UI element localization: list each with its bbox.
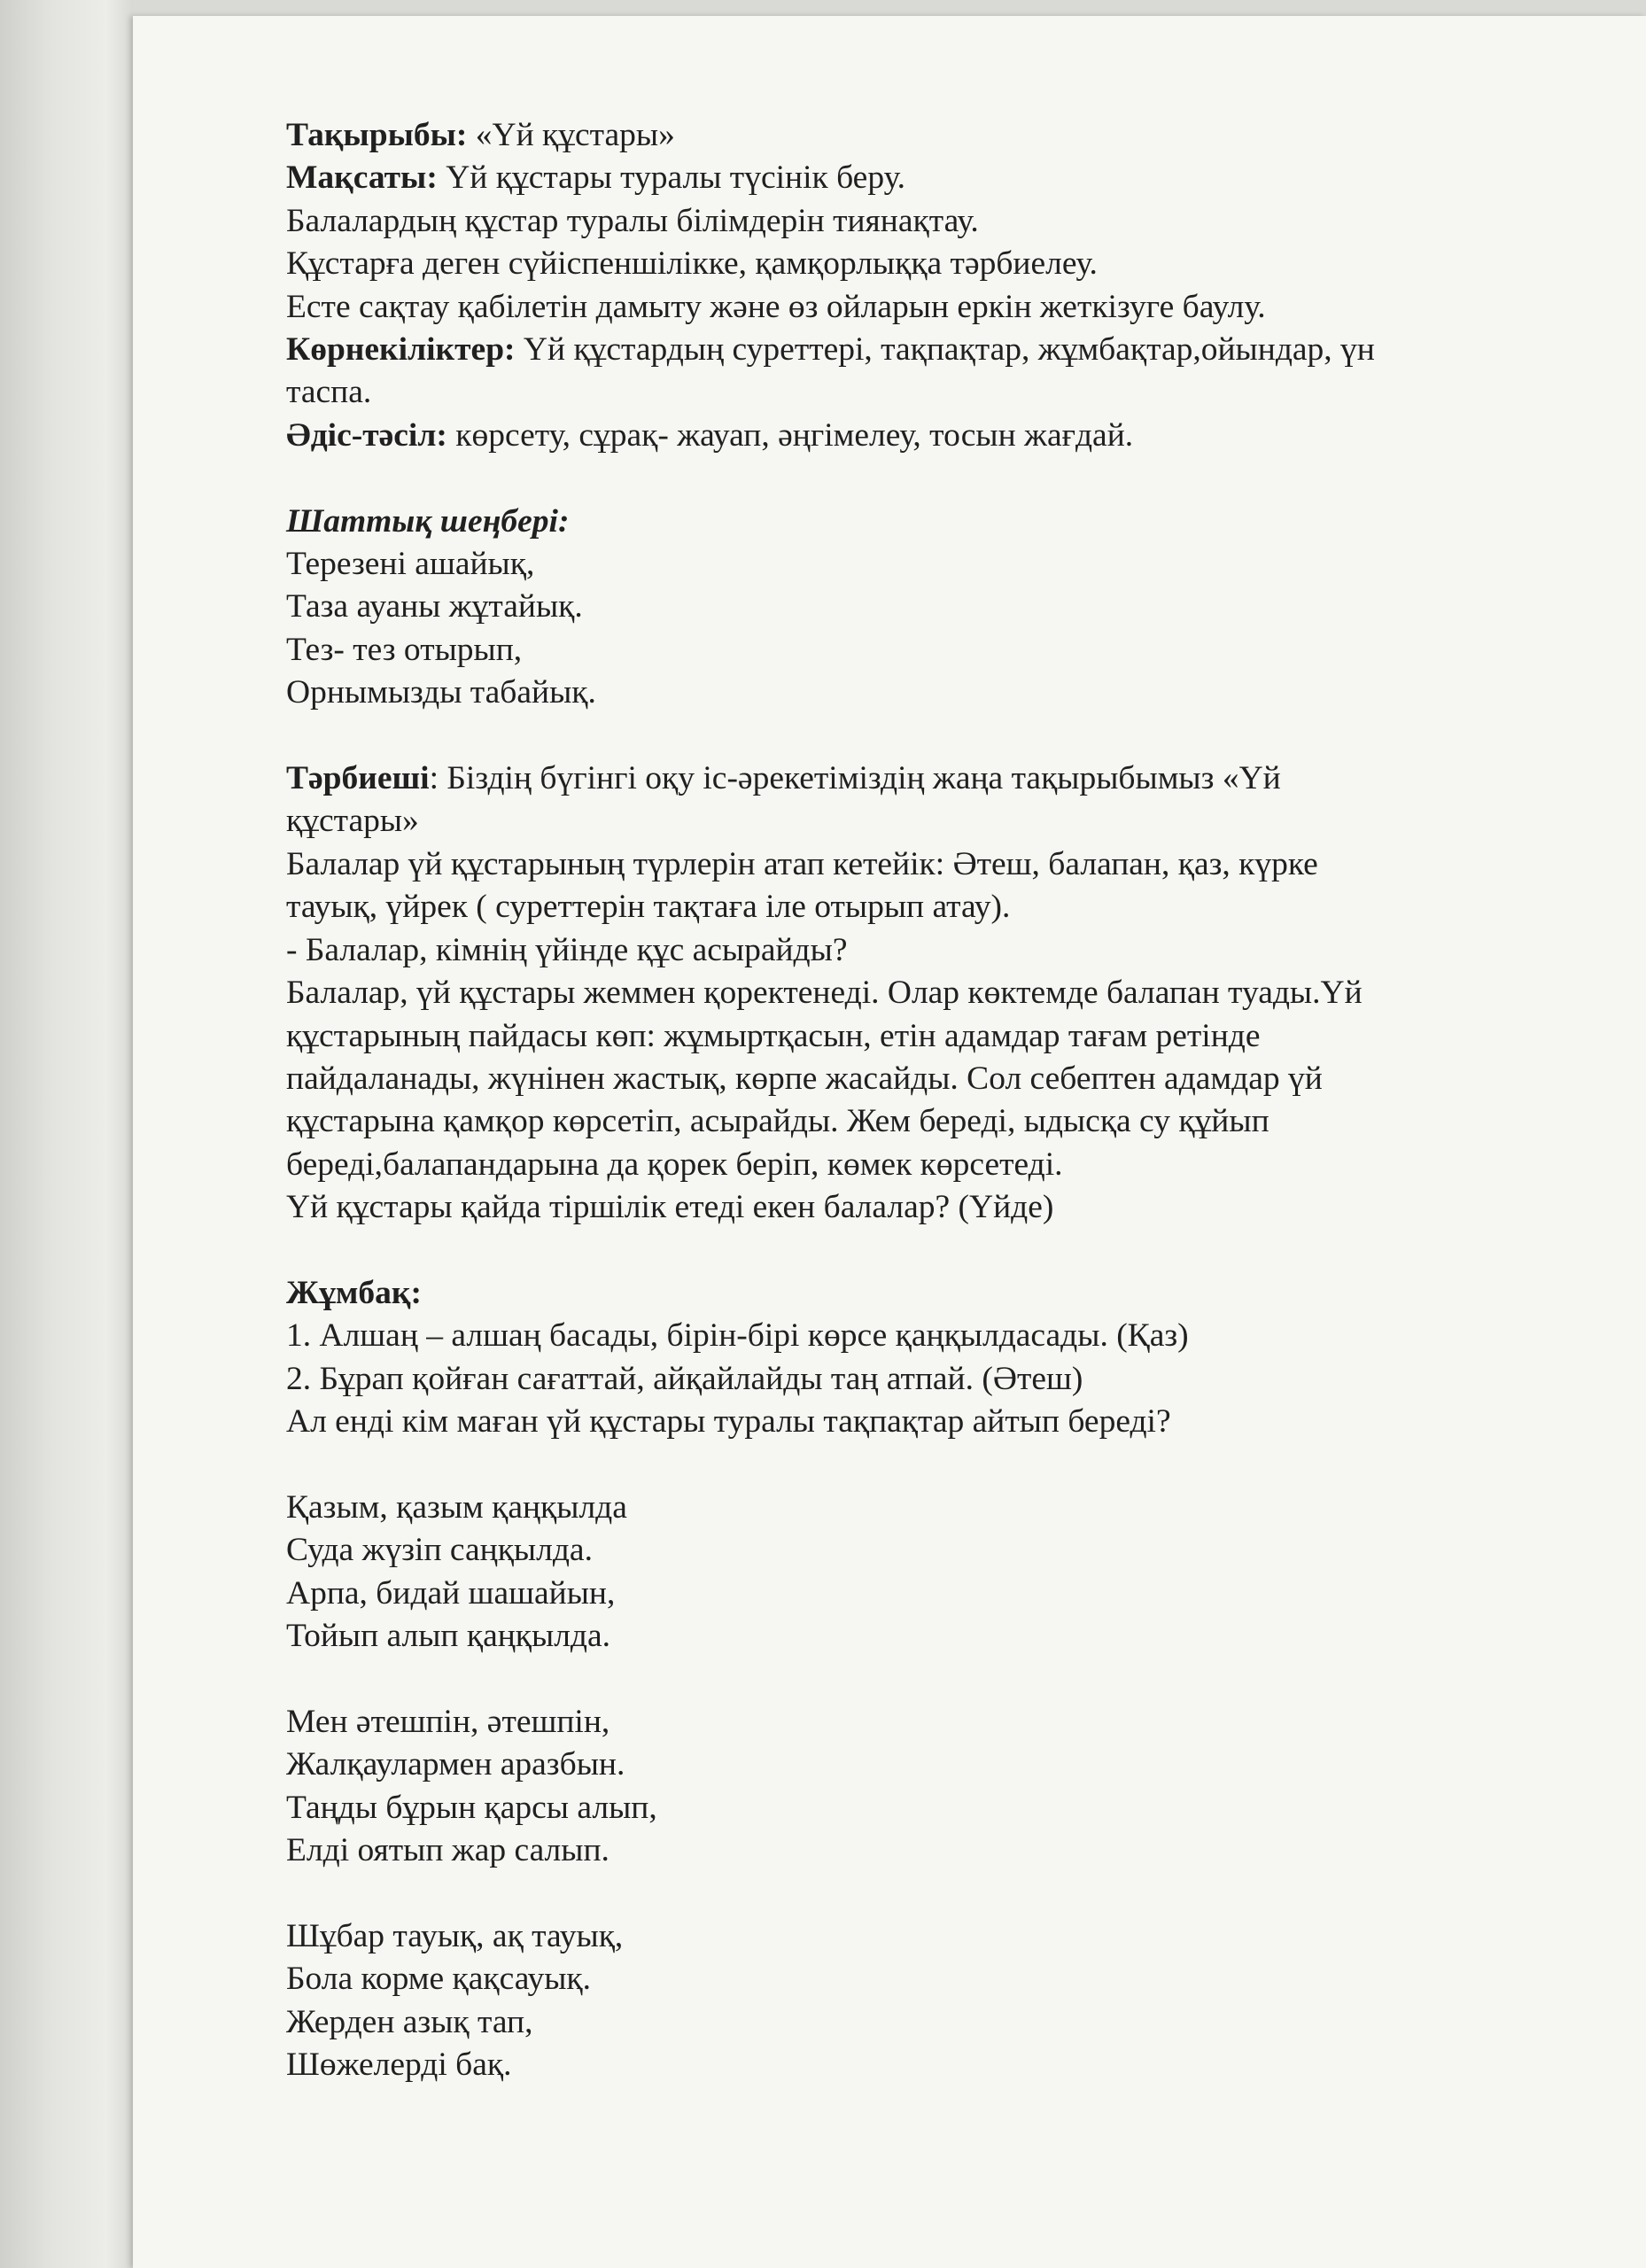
teacher-line: құстары» <box>286 803 419 840</box>
goal-line-4: Есте сақтау қабілетін дамыту және өз ойларын еркін жеткізуге баулу. <box>286 288 1266 325</box>
poem-line: Бола корме қақсауық. <box>286 1961 591 1998</box>
riddle-line: Ал енді кім маған үй құстары туралы тақпақтар айтып береді? <box>286 1403 1171 1441</box>
poem-line: Қазым, қазым қаңқылда <box>286 1488 627 1526</box>
circle-heading: Шаттық шеңбері: <box>286 502 570 540</box>
teacher-line: құстарының пайдасы көп: жұмыртқасын, етін адамдар тағам ретінде <box>286 1017 1261 1054</box>
riddle-heading <box>286 1272 1562 1315</box>
teacher-line: пайдаланады, жүнінен жастық, көрпе жасайды. Сол себептен адамдар үй <box>286 1060 1323 1097</box>
poem-line: Елді оятып жар салып. <box>286 1832 609 1869</box>
poem-line: Жерден азық тап, <box>286 2003 533 2040</box>
document-text <box>286 114 1562 2087</box>
visuals-label: Көрнекіліктер: <box>286 331 516 369</box>
teacher-line: Балалар үй құстарының түрлерін атап кетейік: Әтеш, балапан, қаз, күрке <box>286 845 1318 882</box>
spacer <box>286 457 1562 500</box>
goal-line-3: Құстарға деген сүйіспеншілікке, қамқорлыққа тәрбиелеу. <box>286 245 1098 283</box>
goal-value: Үй құстары туралы түсінік беру. <box>437 159 905 197</box>
visuals-line-2: таспа. <box>286 374 372 411</box>
teacher-line: - Балалар, кімнің үйінде құс асырайды? <box>286 931 848 968</box>
spacer <box>286 715 1562 757</box>
poem-line: Шөжелерді бақ. <box>286 2047 512 2084</box>
poem-line: Тойып алып қаңқылда. <box>286 1618 611 1655</box>
visuals-value: Үй құстардың суреттері, тақпақтар, жұмбақтар,ойындар, үн <box>515 331 1375 369</box>
spacer <box>286 1230 1562 1272</box>
spacer <box>286 1658 1562 1701</box>
scan-left-edge <box>0 0 133 2268</box>
topic-value: «Үй құстары» <box>467 117 675 153</box>
goal-line <box>286 157 1562 199</box>
visuals-line <box>286 329 1562 371</box>
topic-line <box>286 114 1562 157</box>
teacher-line: құстарына қамқор көрсетіп, асырайды. Жем береді, ыдысқа су құйып <box>286 1103 1269 1140</box>
riddle-line: 2. Бұрап қойған сағаттай, айқайлайды таң атпай. (Әтеш) <box>286 1360 1083 1397</box>
riddle-heading-text: Жұмбақ: <box>286 1274 422 1311</box>
circle-line: Орнымызды табайық. <box>286 674 596 711</box>
teacher-line: Үй құстары қайда тіршілік етеді екен балалар? (Үйде) <box>286 1189 1054 1226</box>
teacher-line: Балалар, үй құстары жеммен қоректенеді. Олар көктемде балапан туады.Үй <box>286 975 1363 1012</box>
poem-line: Суда жүзіп саңқылда. <box>286 1532 593 1569</box>
topic-label: Тақырыбы: <box>286 117 468 153</box>
circle-line: Терезені ашайық, <box>286 546 535 583</box>
poem-line: Шұбар тауық, ақ тауық, <box>286 1917 624 1954</box>
poem-line: Арпа, бидай шашайын, <box>286 1574 616 1612</box>
teacher-line: береді,балапандарына да қорек беріп, көмек көрсетеді. <box>286 1146 1063 1183</box>
goal-label: Мақсаты: <box>286 159 438 197</box>
circle-line: Таза ауаны жұтайық. <box>286 588 583 625</box>
spacer <box>286 1444 1562 1487</box>
poem-line: Мен әтешпін, әтешпін, <box>286 1703 610 1740</box>
goal-line-2: Балалардың құстар туралы білімдерін тиянақтау. <box>286 202 979 239</box>
poem-line: Таңды бұрын қарсы алып, <box>286 1789 657 1826</box>
teacher-line <box>286 757 1562 800</box>
method-line <box>286 415 1562 457</box>
method-label: Әдіс-тәсіл: <box>286 416 447 454</box>
teacher-line: тауық, үйрек ( суреттерін тақтаға іле отырып атау). <box>286 889 1011 926</box>
method-value: көрсету, сұрақ- жауап, әңгімелеу, тосын жағдай. <box>446 416 1134 454</box>
spacer <box>286 1873 1562 1915</box>
riddle-line: 1. Алшаң – алшаң басады, бірін-бірі көрсе қаңқылдасады. (Қаз) <box>286 1317 1189 1355</box>
poem-line: Жалқаулармен аразбын. <box>286 1746 625 1783</box>
teacher-label: Тәрбиеші <box>286 760 430 797</box>
circle-line: Тез- тез отырып, <box>286 631 523 668</box>
teacher-text: : Біздің бүгінгі оқу іс-әрекетіміздің жаңа тақырыбымыз «Үй <box>429 760 1281 797</box>
